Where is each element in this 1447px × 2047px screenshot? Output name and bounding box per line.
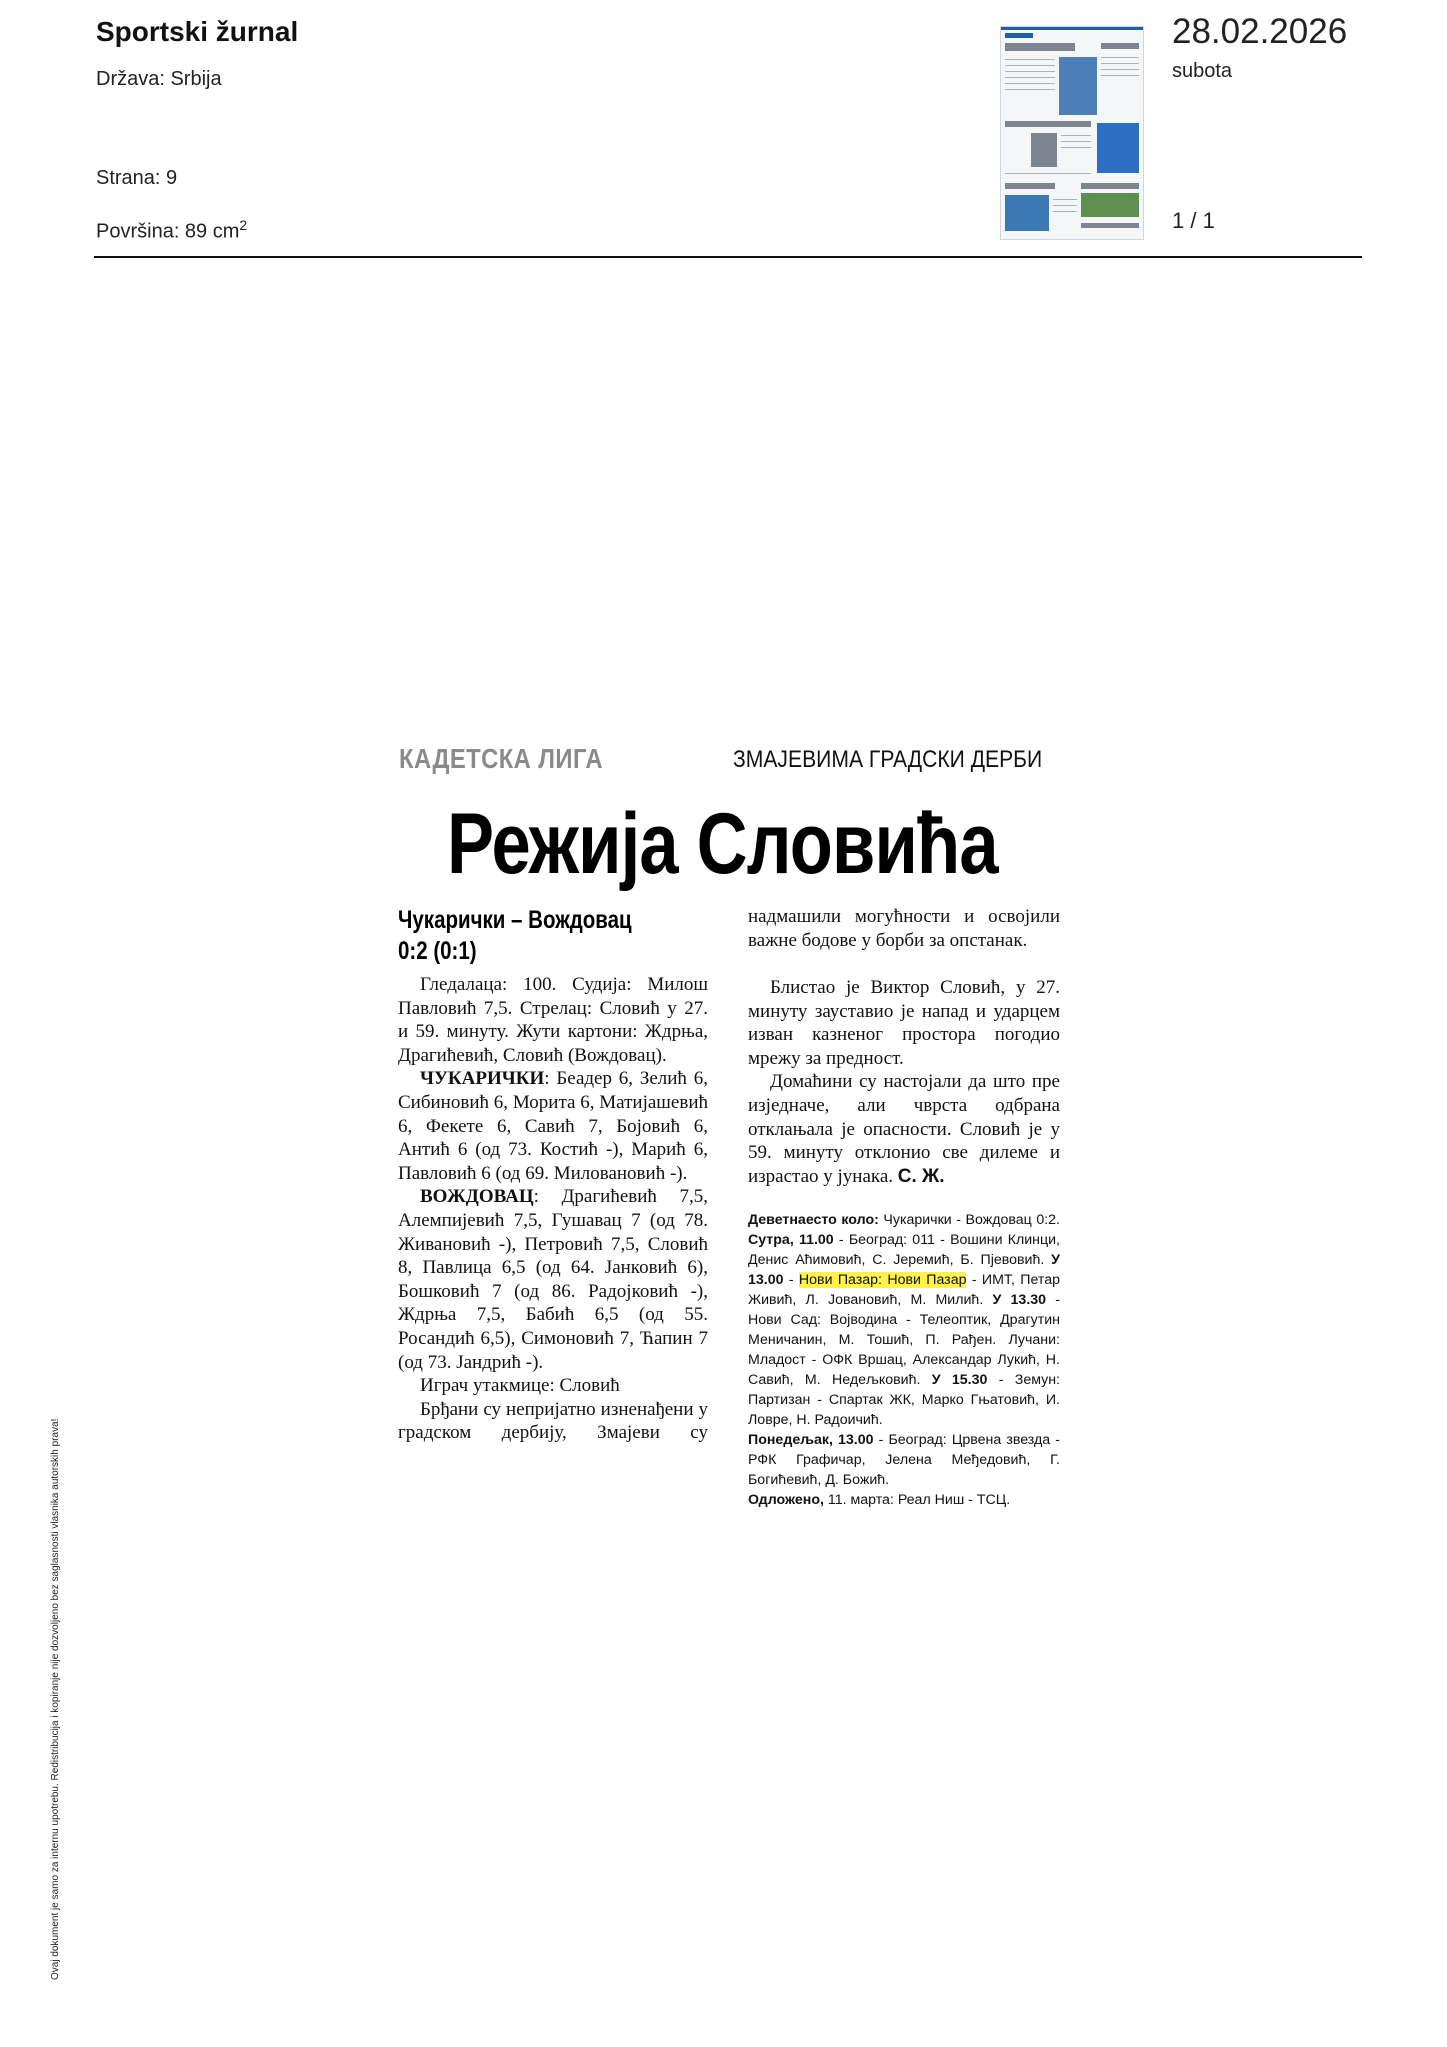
thumbnail-headline-5: [1081, 183, 1139, 189]
postponed-fixture: 11. марта: Реал Ниш - ТСЦ.: [823, 1492, 1011, 1508]
newspaper-page-thumbnail[interactable]: [1000, 26, 1144, 240]
story-paragraph-3-text: Домаћини су настојали да што пре изједначе, али чврста одбрана отклањала је опасности. Словић је у 59. минуту отклонио све дилеме и израстао у јунака.: [748, 1071, 1060, 1187]
article-left-column: [398, 905, 708, 1445]
tomorrow-fixture: - Београд: 011 - Вошини Клинци, Денис Аћимовић, С. Јеремић, Б. Пјевовић.: [748, 1232, 1060, 1268]
thumbnail-line: [1005, 89, 1055, 90]
monday-fixture: - Београд: Црвена звезда - РФК Графичар, Јелена Међедовић, Г. Богићевић, Д. Божић.: [748, 1432, 1060, 1488]
fixture-1530: - Земун: Партизан - Спартак ЖК, Марко Гњатовић, И. Ловре, Н. Радоичић.: [748, 1372, 1060, 1428]
match-title: [398, 905, 710, 967]
thumbnail-line: [1005, 59, 1055, 60]
area-text: Površina: 89 cm: [96, 220, 240, 243]
match-teams: Чукарички – Вождовац: [398, 906, 632, 934]
thumbnail-line: [1061, 141, 1091, 142]
thumbnail-line: [1005, 77, 1055, 78]
issue-date: 28.02.2026: [1172, 12, 1348, 51]
thumbnail-line: [1005, 83, 1055, 84]
time-1530-label: У 15.30: [931, 1372, 988, 1388]
fixture-1330: - Нови Сад: Војводина - Телеоптик, Драгутин Меничанин, М. Тошић, П. Рађен. Лучани: Младост - ОФК Вршац, Александар Лукић, Н. Савић, М. Недељковић.: [748, 1292, 1061, 1388]
article-headline: Режија Словића: [447, 796, 998, 892]
page-count: 1 / 1: [1172, 208, 1215, 233]
article-author: С. Ж.: [897, 1165, 945, 1187]
area-label: [96, 217, 247, 244]
round-schedule: [748, 1210, 1060, 1510]
thumbnail-line: [1005, 173, 1091, 174]
area-superscript: 2: [239, 217, 248, 233]
round-label: Деветнаесто коло:: [748, 1212, 879, 1228]
thumbnail-photo-team: [1081, 193, 1139, 217]
publication-name: Sportski žurnal: [96, 16, 299, 47]
thumbnail-photo-portrait: [1031, 133, 1057, 167]
match-info-paragraph: Гледалаца: 100. Судија: Милош Павловић 7,5. Стрелац: Словић у 27. и 59. минуту. Жути картони: Ждрња, Драгићевић, Словић (Вождовац).: [398, 974, 708, 1066]
thumbnail-headline-1: [1005, 43, 1075, 51]
story-paragraph-1-continued: [748, 905, 1060, 976]
thumbnail-photo-player: [1059, 57, 1097, 115]
postponed-label: Одложено,: [748, 1492, 824, 1508]
thumbnail-top-band: [1001, 27, 1143, 30]
thumbnail-line: [1005, 65, 1055, 66]
thumbnail-headline-4: [1005, 183, 1055, 189]
story-paragraph-3: [748, 1070, 1060, 1188]
thumbnail-line: [1053, 205, 1077, 206]
thumbnail-photo-action: [1005, 195, 1049, 231]
time-1300-label: У 13.00: [748, 1252, 1060, 1288]
player-of-match: Играч утакмице: Словић: [420, 1375, 620, 1397]
highlighted-venue: Нови Пазар: Нови Пазар: [798, 1272, 967, 1288]
fixture-1300: - ИМТ, Петар Живић, Л. Јовановић, М. Милић.: [748, 1272, 1060, 1308]
separator: -: [783, 1272, 799, 1288]
thumbnail-line: [1101, 69, 1139, 70]
thumbnail-headline-3: [1005, 121, 1091, 127]
thumbnail-section-tag: [1005, 33, 1033, 38]
story-paragraph-1: Брђани су непријатно изненађени у градском дербију, Змајеви су: [398, 1398, 708, 1444]
article-right-column: [748, 905, 1060, 1188]
thumbnail-line: [1101, 75, 1139, 76]
copyright-disclaimer: Ovaj dokument je samo za internu upotrebu. Redistribucija i kopiranje nije dozvoljeno bez saglasnosti vlasnika autorskih prava!: [50, 1418, 61, 1980]
thumbnail-line: [1005, 71, 1055, 72]
country-label: Država: Srbija: [96, 68, 222, 90]
tomorrow-label: Сутра, 11.00: [748, 1232, 834, 1248]
issue-weekday: subota: [1172, 60, 1233, 82]
match-score: 0:2 (0:1): [398, 937, 477, 965]
time-1330-label: У 13.30: [992, 1292, 1047, 1308]
thumbnail-line: [1101, 63, 1139, 64]
thumbnail-headline-2: [1101, 43, 1139, 49]
monday-label: Понедељак, 13.00: [748, 1432, 874, 1448]
thumbnail-line: [1061, 135, 1091, 136]
team1-lineup-paragraph: [398, 1067, 708, 1185]
team1-lineup: : Беадер 6, Зелић 6, Сибиновић 6, Морита 6, Матијашевић 6, Фекете 6, Савић 7, Бојовић 6, Антић 6 (од 73. Костић -), Марић 6, Павловић 6 (од 69. Миловановић -).: [398, 1068, 708, 1184]
thumbnail-table-block: [1097, 123, 1139, 173]
round-result: Чукарички - Вождовац 0:2.: [878, 1212, 1060, 1228]
team2-name: ВОЖДОВАЦ: [420, 1186, 534, 1208]
thumbnail-line: [1101, 57, 1139, 58]
thumbnail-headline-6: [1081, 223, 1139, 228]
team1-name: ЧУКАРИЧКИ: [420, 1068, 545, 1090]
article-kicker: ЗМАЈЕВИМА ГРАДСКИ ДЕРБИ: [733, 746, 1043, 773]
thumbnail-line: [1053, 199, 1077, 200]
section-label: КАДЕТСКА ЛИГА: [399, 743, 603, 774]
team2-lineup: : Драгићевић 7,5, Алемпијевић 7,5, Гушавац 7 (од 78. Живановић -), Петровић 7,5, Словић 8, Павлица 6,5 (од 64. Јанковић 6), Бошковић 7 (од 86. Радојковић -), Ждрња 7,5, Бабић 6,5 (од 55. Росандић 6,5), Симоновић 7, Ћапин 7 (од 73. Јандрић -).: [398, 1186, 708, 1373]
page-number-label: Strana: 9: [96, 167, 178, 189]
header-divider: [94, 256, 1362, 258]
story-paragraph-1-tail: надмашили могућности и освојили важне бодове у борби за опстанак.: [748, 906, 1060, 951]
story-paragraph-2: Блистао је Виктор Словић, у 27. минуту зауставио је напад и ударцем изван казненог простора погодио мрежу за предност.: [748, 977, 1060, 1069]
thumbnail-line: [1061, 147, 1091, 148]
thumbnail-line: [1053, 211, 1077, 212]
team2-lineup-paragraph: [398, 1185, 708, 1374]
